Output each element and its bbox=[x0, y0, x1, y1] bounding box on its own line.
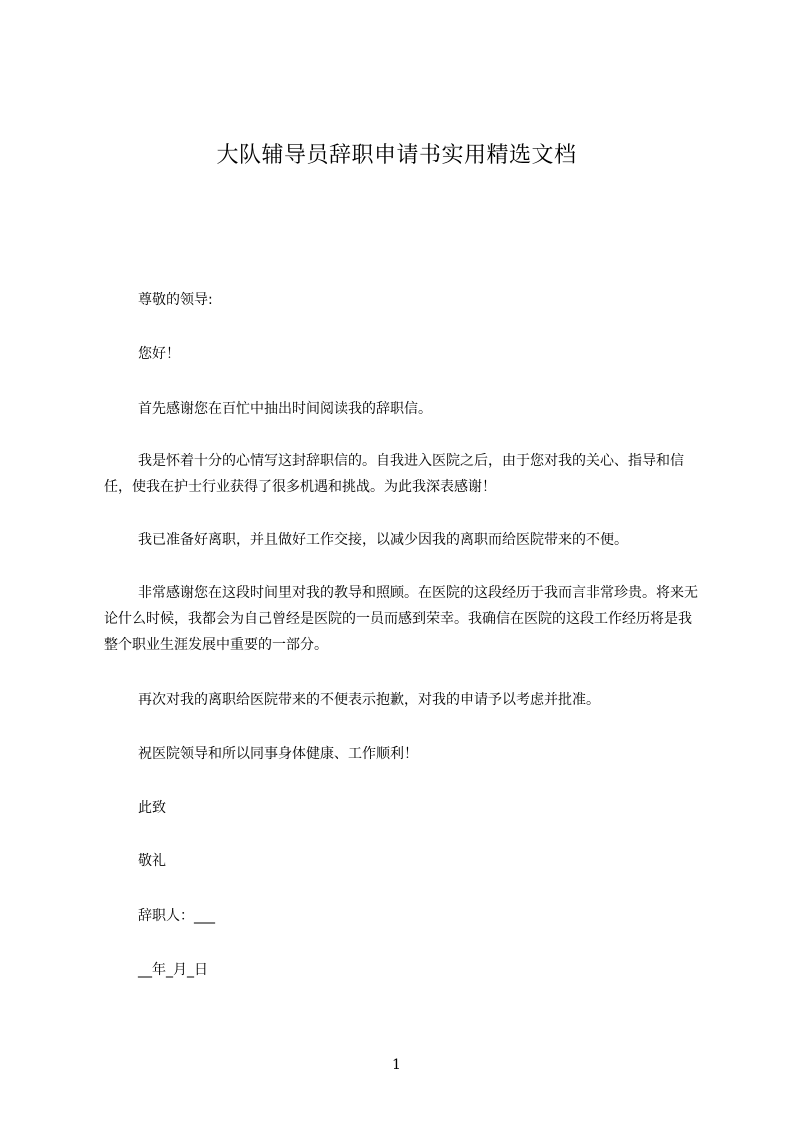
page-number: 1 bbox=[392, 1057, 401, 1073]
closing-line: 此致 bbox=[138, 800, 166, 816]
date-line: __年_月_日 bbox=[138, 962, 208, 978]
body-paragraph: 我是怀着十分的心情写这封辞职信的。自我进入医院之后，由于您对我的关心、指导和信任，使我在护士行业获得了很多机遇和挑战。为此我深表感谢！ bbox=[104, 453, 684, 495]
closing-wish: 祝医院领导和所以同事身体健康、工作顺利！ bbox=[138, 746, 418, 762]
body-paragraph: 再次对我的离职给医院带来的不便表示抱歉，对我的申请予以考虑并批准。 bbox=[138, 692, 600, 708]
body-paragraph: 我已准备好离职，并且做好工作交接，以减少因我的离职而给医院带来的不便。 bbox=[138, 532, 628, 548]
greeting: 您好！ bbox=[138, 346, 180, 362]
signature-line: 辞职人：___ bbox=[138, 908, 215, 924]
salutation: 尊敬的领导: bbox=[138, 292, 213, 308]
closing-salute: 敬礼 bbox=[138, 853, 166, 869]
document-title: 大队辅导员辞职申请书实用精选文档 bbox=[216, 143, 577, 168]
body-paragraph: 首先感谢您在百忙中抽出时间阅读我的辞职信。 bbox=[138, 401, 432, 417]
body-paragraph: 非常感谢您在这段时间里对我的教导和照顾。在医院的这段经历于我而言非常珍贵。将来无论什么时候，我都会为自己曾经是医院的一员而感到荣幸。我确信在医院的这段工作经历将是我整个职业生涯发展中重要的一部分。 bbox=[104, 585, 698, 653]
